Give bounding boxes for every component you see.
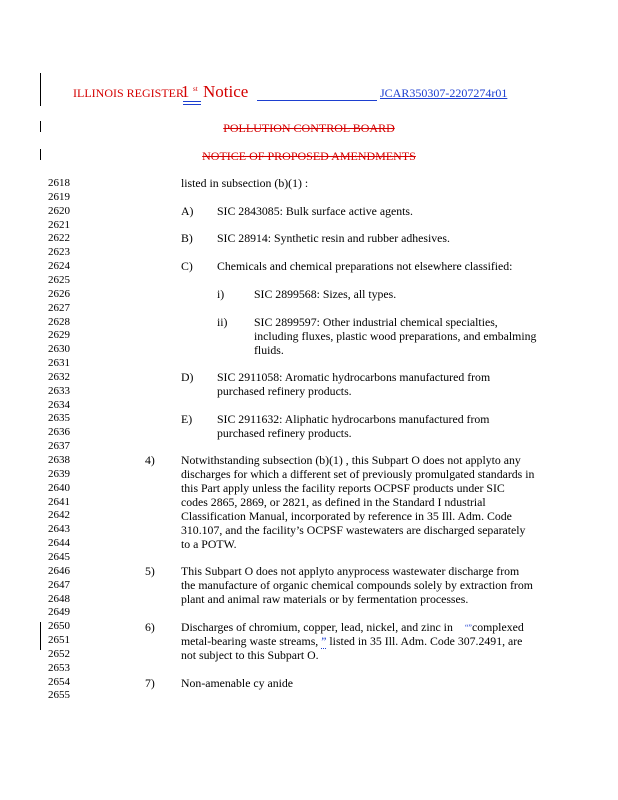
line-number: 2623 [48, 246, 70, 259]
paragraph-label: 6) [145, 620, 155, 634]
board-title: POLLUTION CONTROL BOARD [223, 121, 395, 135]
line-number: 2644 [48, 537, 70, 550]
item-text: SIC 2911058: Aromatic hydrocarbons manufactured from [217, 370, 491, 384]
line-number: 2643 [48, 523, 70, 536]
line-number: 2619 [48, 190, 70, 203]
paragraph-text: not subject to this Subpart O. [181, 648, 319, 662]
line-number: 2620 [48, 204, 70, 217]
item-text: Chemicals and chemical preparations not elsewhere classified: [217, 259, 513, 273]
line-number: 2655 [48, 689, 70, 702]
notice-label: Notice [203, 82, 249, 101]
subitem-label: i) [217, 287, 225, 301]
item-label: C) [181, 259, 193, 273]
subitem-text: SIC 2899597: Other industrial chemical specialties, [254, 315, 498, 329]
line-number: 2641 [48, 495, 70, 508]
paragraph-text [181, 635, 522, 649]
document-code: JCAR350307-2207274r01 [380, 86, 508, 100]
line-number: 2653 [48, 661, 70, 674]
paragraph-text: 310.107, and the facility’s OCPSF wastewaters are discharged separately [181, 523, 526, 537]
item-label: E) [181, 412, 193, 426]
subitem-text: SIC 2899568: Sizes, all types. [254, 287, 397, 301]
line-number: 2631 [48, 357, 70, 369]
line-number: 2647 [48, 578, 70, 591]
quote-mark: “” [464, 623, 472, 632]
paragraph-text: to a POTW. [181, 537, 237, 551]
item-label: A) [181, 204, 194, 218]
header-underline [183, 104, 201, 105]
page-number: 1 [181, 82, 190, 101]
item-text: purchased refinery products. [217, 426, 352, 440]
paragraph-text: Classification Manual, incorporated by reference in 35 Ill. Adm. Code [181, 509, 512, 523]
line-number: 2629 [48, 329, 70, 342]
paragraph-text: discharges for which a different set of previously promulgated standards in [181, 467, 535, 481]
line-number: 2621 [48, 218, 70, 231]
paragraph-text: this Part apply unless the facility reports OCPSF products under SIC [181, 481, 505, 495]
paragraph-text: codes 2865, 2869, or 2821, as defined in the Standard I ndustrial [181, 495, 486, 509]
revision-bar [40, 73, 41, 106]
item-text: SIC 2911632: Aliphatic hydrocarbons manufactured from [217, 412, 490, 426]
subitem-text: including fluxes, plastic wood preparations, and embalming [254, 329, 537, 343]
line-number: 2636 [48, 426, 70, 439]
line-number: 2639 [48, 467, 70, 480]
header-underline [183, 101, 201, 102]
line-number: 2640 [48, 481, 70, 494]
line-number: 2645 [48, 551, 70, 563]
line-number: 2632 [48, 370, 70, 383]
paragraph-text-segment: complexed [471, 620, 524, 634]
line-number: 2651 [48, 634, 70, 646]
paragraph-text [181, 621, 524, 635]
paragraph-text-segment: listed in 35 Ill. Adm. Code 307.2491, are [326, 634, 523, 648]
paragraph-text: This Subpart O does not applyto anyprocess wastewater discharge from [181, 564, 520, 578]
line-number: 2627 [48, 301, 70, 314]
paragraph-label: 7) [145, 676, 155, 690]
paragraph-text: plant and animal raw materials or by fermentation processes. [181, 592, 469, 606]
line-number: 2648 [48, 592, 70, 605]
line-number: 2630 [48, 343, 70, 356]
paragraph-text-segment: metal-bearing waste streams, [181, 634, 319, 648]
intro-text: listed in subsection (b)(1) : [181, 176, 309, 190]
paragraph-label: 4) [145, 453, 155, 467]
subitem-text: fluids. [254, 343, 284, 357]
line-number: 2649 [48, 606, 70, 619]
paragraph-text: the manufacture of organic chemical compounds solely by extraction from [181, 578, 533, 592]
line-number: 2642 [48, 509, 70, 522]
line-number: 2638 [48, 454, 70, 466]
paragraph-label: 5) [145, 564, 155, 578]
line-number: 2635 [48, 412, 70, 425]
quote-mark: ” [321, 634, 327, 648]
item-label: D) [181, 370, 194, 384]
subitem-label: ii) [217, 315, 228, 329]
item-text: SIC 2843085: Bulk surface active agents. [217, 204, 413, 218]
item-label: B) [181, 231, 193, 245]
paragraph-text: Notwithstanding subsection (b)(1) , this Subpart O does not applyto any [181, 453, 521, 467]
line-number: 2654 [48, 675, 70, 688]
line-number: 2624 [48, 260, 70, 273]
line-number: 2637 [48, 440, 70, 453]
page-number-suffix: st [193, 85, 198, 93]
line-number: 2652 [48, 647, 70, 660]
line-number: 2625 [48, 273, 70, 286]
register-title: ILLINOIS REGISTER [73, 86, 184, 100]
item-text: SIC 28914: Synthetic resin and rubber adhesives. [217, 231, 450, 245]
paragraph-text-segment: Discharges of chromium, copper, lead, nickel, and zinc in [181, 620, 453, 634]
notice-title: NOTICE OF PROPOSED AMENDMENTS [202, 149, 416, 163]
revision-bar [40, 622, 41, 650]
line-number: 2634 [48, 398, 70, 411]
line-number: 2618 [48, 177, 70, 189]
line-number: 2628 [48, 315, 70, 328]
line-number: 2650 [48, 620, 70, 633]
paragraph-text: Non-amenable cy anide [181, 676, 294, 690]
line-number: 2633 [48, 384, 70, 397]
item-text: purchased refinery products. [217, 384, 352, 398]
line-number: 2626 [48, 287, 70, 300]
header-underline [257, 100, 377, 101]
line-number: 2646 [48, 564, 70, 577]
line-number: 2622 [48, 232, 70, 245]
